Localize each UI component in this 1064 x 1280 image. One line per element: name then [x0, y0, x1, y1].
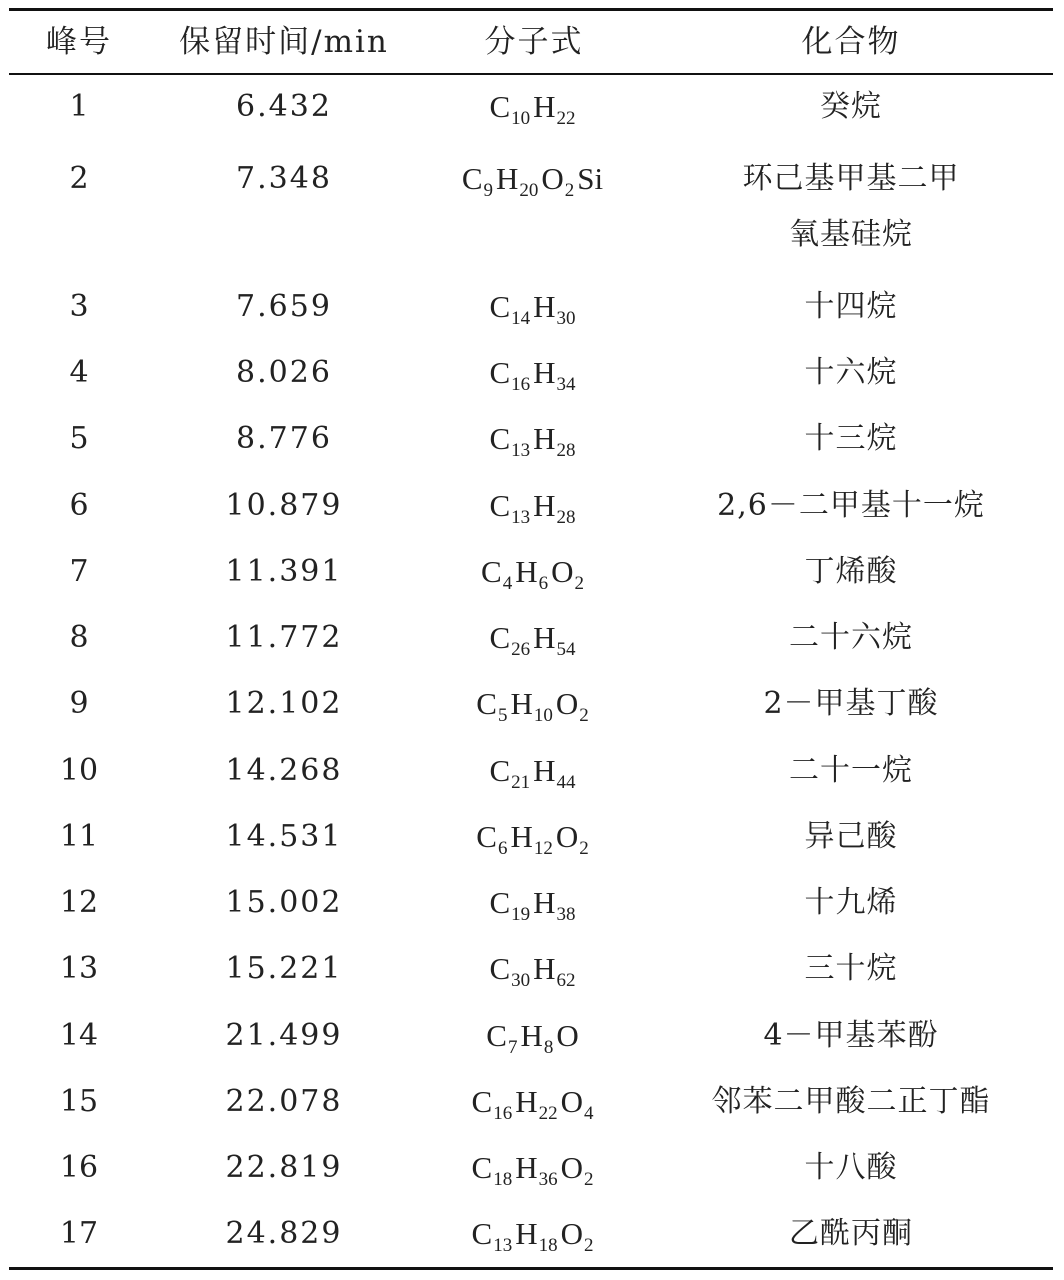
table-header [9, 22, 1053, 62]
formula-subscript: 38 [556, 904, 576, 925]
formula-element: C [476, 686, 497, 721]
formula-element: H [515, 1216, 538, 1251]
table-bottom-rule [9, 1267, 1053, 1270]
table-row [9, 419, 1053, 459]
formula-subscript: 19 [511, 904, 531, 925]
table-row [9, 949, 1053, 989]
retention-time-cell: 11.391 [225, 554, 343, 589]
compound-name-cell [649, 684, 1053, 724]
formula-subscript: 18 [538, 1235, 558, 1256]
molecular-formula-cell [419, 817, 649, 857]
formula-subscript: 2 [583, 1235, 594, 1256]
table-row [9, 1082, 1053, 1122]
formula-element: H [533, 951, 556, 986]
retention-time-cell: 12.102 [225, 686, 343, 721]
formula-element: C [481, 554, 502, 589]
compound-name: 4－甲基苯酚 [763, 1018, 939, 1053]
formula-subscript: 10 [511, 108, 531, 129]
molecular-formula-cell [419, 353, 649, 393]
compound-name: 十三烷 [804, 421, 898, 456]
table-row [9, 751, 1053, 791]
compound-name: 三十烷 [804, 951, 898, 986]
molecular-formula-cell [419, 751, 649, 791]
retention-time-cell: 8.026 [236, 355, 332, 390]
formula-element: O [541, 161, 564, 196]
molecular-formula-cell [419, 486, 649, 526]
formula-subscript: 5 [497, 705, 508, 726]
retention-time-cell: 6.432 [236, 89, 332, 124]
formula-subscript: 8 [543, 1037, 554, 1058]
peak-number-cell: 10 [59, 753, 99, 788]
molecular-formula-cell [419, 1082, 649, 1122]
formula-element: C [489, 753, 511, 788]
header-retention-time: 保留时间/min [179, 24, 389, 60]
molecular-formula-cell [419, 552, 649, 592]
header-peak-number: 峰号 [46, 24, 112, 60]
compound-name-cell [649, 1214, 1053, 1254]
formula-element: O [555, 819, 579, 854]
formula-element: C [489, 885, 511, 920]
peak-number-cell: 15 [59, 1084, 99, 1119]
retention-time-cell: 14.531 [225, 819, 343, 854]
compound-name: 邻苯二甲酸二正丁酯 [711, 1084, 991, 1119]
molecular-formula-cell [419, 287, 649, 327]
formula-subscript: 28 [556, 507, 576, 528]
formula-element: C [471, 1216, 493, 1251]
compound-name: 丁烯酸 [804, 554, 898, 589]
formula-subscript: 4 [502, 573, 513, 594]
compound-name-cell [649, 159, 1053, 252]
retention-time-cell: 15.002 [225, 885, 343, 920]
formula-subscript: 34 [556, 374, 576, 395]
formula-subscript: 54 [556, 639, 576, 660]
formula-subscript: 7 [507, 1037, 518, 1058]
retention-time-cell: 10.879 [225, 488, 343, 523]
table-row [9, 684, 1053, 724]
molecular-formula-cell [419, 419, 649, 459]
formula-subscript: 9 [483, 180, 494, 201]
compound-name: 异己酸 [804, 819, 898, 854]
table-row [9, 159, 1053, 252]
formula-subscript: 6 [497, 838, 508, 859]
formula-subscript: 22 [556, 108, 576, 129]
header-molecular-formula: 分子式 [484, 24, 584, 60]
formula-subscript: 36 [538, 1169, 558, 1190]
compound-name-cell [649, 949, 1053, 989]
formula-element: H [520, 1018, 543, 1053]
peak-number-cell: 16 [59, 1150, 99, 1185]
table-row [9, 1148, 1053, 1188]
compound-name-cell [649, 1148, 1053, 1188]
retention-time-cell: 14.268 [225, 753, 343, 788]
formula-subscript: 2 [579, 838, 589, 859]
formula-element: H [515, 554, 538, 589]
formula-subscript: 30 [511, 970, 531, 991]
formula-subscript: 13 [493, 1235, 513, 1256]
formula-element: C [471, 1150, 493, 1185]
peak-number-cell: 13 [59, 951, 99, 986]
peak-number-cell: 9 [69, 686, 89, 721]
formula-subscript: 22 [538, 1103, 558, 1124]
formula-element: C [489, 488, 511, 523]
formula-element: H [510, 819, 533, 854]
formula-subscript: 30 [556, 308, 576, 329]
table-row [9, 486, 1053, 526]
molecular-formula-cell [419, 883, 649, 923]
formula-element: O [560, 1084, 583, 1119]
formula-element: C [486, 1018, 507, 1053]
peak-number-cell: 5 [69, 421, 89, 456]
compound-name-cell [649, 419, 1053, 459]
formula-element: Si [577, 161, 604, 196]
formula-subscript: 14 [511, 308, 531, 329]
retention-time-cell: 22.078 [225, 1084, 343, 1119]
formula-subscript: 20 [519, 180, 539, 201]
formula-subscript: 44 [556, 772, 576, 793]
peak-number-cell: 3 [69, 289, 89, 324]
compound-name-cell [649, 618, 1053, 658]
compound-name-cell [649, 353, 1053, 393]
retention-time-cell: 11.772 [225, 620, 343, 655]
formula-element: H [533, 753, 556, 788]
formula-element: H [510, 686, 533, 721]
formula-element: C [471, 1084, 493, 1119]
table-row [9, 883, 1053, 923]
compound-name: 癸烷 [820, 89, 882, 124]
formula-subscript: 2 [583, 1169, 594, 1190]
formula-subscript: 16 [511, 374, 531, 395]
retention-time-cell: 22.819 [225, 1150, 343, 1185]
formula-element: C [489, 421, 511, 456]
formula-subscript: 12 [533, 838, 553, 859]
compound-name-cell [649, 1016, 1053, 1056]
formula-element: O [556, 1018, 579, 1053]
formula-element: H [533, 488, 556, 523]
table-row [9, 1016, 1053, 1056]
header-compound: 化合物 [801, 24, 901, 60]
table-row [9, 618, 1053, 658]
compound-name: 十九烯 [804, 885, 898, 920]
formula-subscript: 62 [556, 970, 576, 991]
peak-number-cell: 12 [59, 885, 99, 920]
peak-number-cell: 1 [69, 89, 89, 124]
formula-subscript: 16 [493, 1103, 513, 1124]
formula-subscript: 2 [564, 180, 575, 201]
formula-element: H [533, 620, 556, 655]
compound-name-cell [649, 817, 1053, 857]
peak-number-cell: 14 [59, 1018, 99, 1053]
formula-element: H [533, 885, 556, 920]
compound-name: 十四烷 [804, 289, 898, 324]
compound-name-cell [649, 1082, 1053, 1122]
table-row [9, 353, 1053, 393]
peak-number-cell: 11 [59, 819, 99, 854]
compound-name: 环己基甲基二甲 [742, 161, 960, 196]
retention-time-cell: 15.221 [225, 951, 343, 986]
formula-subscript: 4 [583, 1103, 594, 1124]
compound-name-cell [649, 87, 1053, 127]
molecular-formula-cell [419, 159, 649, 199]
table-row [9, 817, 1053, 857]
molecular-formula-cell [419, 1214, 649, 1254]
table-header-rule [9, 73, 1053, 75]
peak-number-cell: 2 [69, 161, 89, 196]
molecular-formula-cell [419, 87, 649, 127]
formula-element: H [533, 289, 556, 324]
table-row [9, 287, 1053, 327]
compound-name: 十六烷 [804, 355, 898, 390]
compound-name: 二十六烷 [789, 620, 913, 655]
formula-element: H [533, 421, 556, 456]
compound-name: 2,6－二甲基十一烷 [717, 488, 985, 523]
formula-subscript: 26 [511, 639, 531, 660]
formula-element: C [489, 89, 511, 124]
peak-number-cell: 6 [69, 488, 89, 523]
compound-name: 乙酰丙酮 [789, 1216, 913, 1251]
formula-subscript: 10 [533, 705, 553, 726]
molecular-formula-cell [419, 618, 649, 658]
peak-number-cell: 4 [69, 355, 89, 390]
compound-name: 2－甲基丁酸 [763, 686, 939, 721]
formula-element: O [555, 686, 579, 721]
formula-subscript: 13 [511, 507, 531, 528]
retention-time-cell: 7.659 [236, 289, 332, 324]
retention-time-cell: 7.348 [236, 161, 332, 196]
formula-subscript: 28 [556, 440, 576, 461]
formula-element: H [533, 89, 556, 124]
molecular-formula-cell [419, 1148, 649, 1188]
peak-number-cell: 8 [69, 620, 89, 655]
compound-name-line2: 氧基硅烷 [789, 217, 913, 252]
formula-element: O [560, 1216, 583, 1251]
formula-element: C [461, 161, 483, 196]
formula-element: C [489, 355, 511, 390]
compound-name: 十八酸 [804, 1150, 898, 1185]
molecular-formula-cell [419, 1016, 649, 1056]
table-row [9, 1214, 1053, 1254]
formula-element: C [489, 289, 511, 324]
table-row [9, 87, 1053, 127]
formula-element: H [533, 355, 556, 390]
formula-subscript: 21 [511, 772, 531, 793]
formula-subscript: 18 [493, 1169, 513, 1190]
compound-name-cell [649, 751, 1053, 791]
formula-element: C [489, 951, 511, 986]
compound-name-cell [649, 552, 1053, 592]
formula-element: C [476, 819, 497, 854]
compound-name-cell [649, 883, 1053, 923]
retention-time-cell: 8.776 [236, 421, 332, 456]
formula-element: O [551, 554, 574, 589]
formula-element: H [515, 1084, 538, 1119]
formula-element: O [560, 1150, 583, 1185]
formula-element: H [496, 161, 519, 196]
table-row [9, 552, 1053, 592]
peak-number-cell: 7 [69, 554, 89, 589]
formula-subscript: 13 [511, 440, 531, 461]
table-top-rule [9, 8, 1053, 11]
peak-number-cell: 17 [59, 1216, 99, 1251]
retention-time-cell: 24.829 [225, 1216, 343, 1251]
molecular-formula-cell [419, 684, 649, 724]
formula-subscript: 6 [538, 573, 549, 594]
compound-name-cell [649, 486, 1053, 526]
compound-name-cell [649, 287, 1053, 327]
formula-element: C [489, 620, 511, 655]
compound-name: 二十一烷 [789, 753, 913, 788]
molecular-formula-cell [419, 949, 649, 989]
formula-subscript: 2 [579, 705, 589, 726]
retention-time-cell: 21.499 [225, 1018, 343, 1053]
formula-element: H [515, 1150, 538, 1185]
formula-subscript: 2 [574, 573, 584, 594]
